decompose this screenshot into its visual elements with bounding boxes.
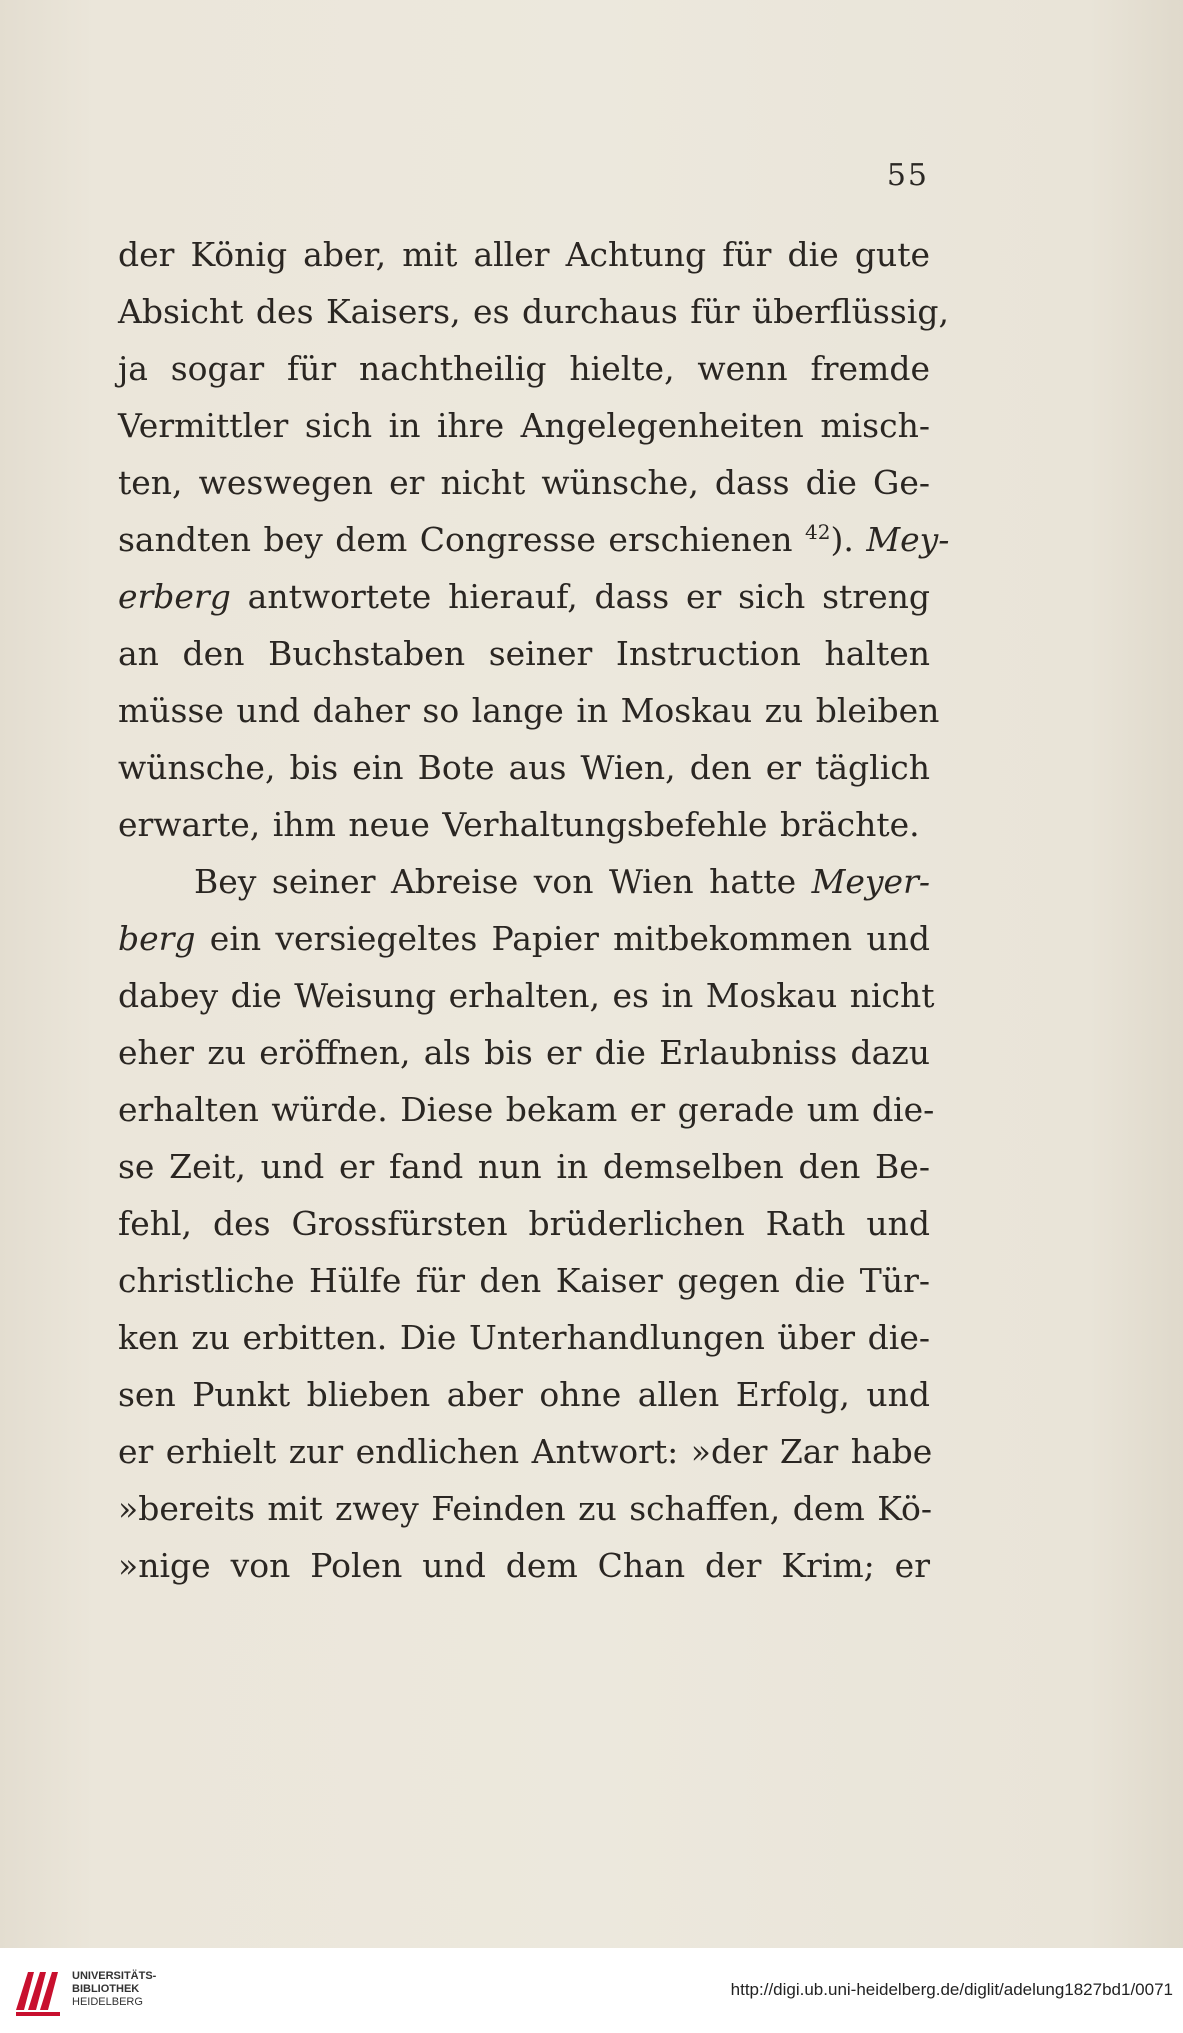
text-run: sen Punkt blieben aber ohne allen Erfolg, und (118, 1375, 930, 1414)
body-text (118, 226, 950, 1594)
text-line (118, 1024, 930, 1081)
logo-label (72, 1970, 156, 2009)
text-run: ken zu erbitten. Die Unterhandlungen über die- (118, 1318, 930, 1357)
text-line (118, 1480, 933, 1537)
logo-line-3: HEIDELBERG (72, 1996, 143, 2008)
text-run: müsse und daher so lange in Moskau zu bleiben (118, 691, 940, 730)
text-run: Bey seiner Abreise von Wien hatte (194, 862, 812, 901)
text-run: »nige von Polen und dem Chan der Krim; er (118, 1546, 930, 1585)
text-run: der König aber, mit aller Achtung für die gute (118, 235, 930, 274)
text-line (118, 910, 930, 967)
italic-name: Mey- (866, 520, 950, 559)
text-run: sandten bey dem Congresse erschienen (118, 520, 806, 559)
text-run: »bereits mit zwey Feinden zu schaffen, dem Kö- (118, 1489, 933, 1528)
text-line (118, 340, 930, 397)
text-run: Absicht des Kaisers, es durchaus für überflüssig, (118, 292, 949, 331)
text-run: dabey die Weisung erhalten, es in Moskau nicht (118, 976, 935, 1015)
logo-line-2: BIBLIOTHEK (72, 1983, 140, 1995)
text-line (118, 1081, 935, 1138)
text-line (118, 967, 935, 1024)
text-run: wünsche, bis ein Bote aus Wien, den er täglich (118, 748, 930, 787)
university-library-logo-icon[interactable] (12, 1962, 66, 2020)
text-run: fehl, des Grossfürsten brüderlichen Rath und (118, 1204, 930, 1243)
text-line (118, 568, 930, 625)
text-line (118, 1309, 930, 1366)
text-run: se Zeit, und er fand nun in demselben den Be- (118, 1147, 930, 1186)
text-run: ). (830, 520, 867, 559)
text-line (118, 1366, 930, 1423)
text-line (118, 682, 940, 739)
text-run: erhalten würde. Diese bekam er gerade um die- (118, 1090, 935, 1129)
source-url-link[interactable]: http://digi.ub.uni-heidelberg.de/diglit/adelung1827bd1/0071 (730, 1980, 1173, 1999)
text-run: ein versiegeltes Papier mitbekommen und (195, 919, 930, 958)
text-run: ja sogar für nachtheilig hielte, wenn fremde (118, 349, 930, 388)
logo-line-1: UNIVERSITÄTS- (72, 1970, 157, 1982)
text-line (118, 853, 930, 910)
text-line (118, 397, 930, 454)
text-line (118, 1195, 930, 1252)
text-line (118, 511, 950, 568)
text-run: erwarte, ihm neue Verhaltungsbefehle brächte. (118, 805, 920, 844)
italic-name: erberg (118, 577, 231, 616)
italic-name: Meyer- (811, 862, 930, 901)
text-line (118, 226, 930, 283)
text-line (118, 625, 930, 682)
text-line (118, 1252, 930, 1309)
text-run: antwortete hierauf, dass er sich streng (230, 577, 930, 616)
text-run: eher zu eröffnen, als bis er die Erlaubniss dazu (118, 1033, 930, 1072)
text-line (118, 1138, 930, 1195)
text-line (118, 1423, 933, 1480)
text-line (118, 454, 930, 511)
text-line (118, 796, 930, 853)
text-run: ten, weswegen er nicht wünsche, dass die Ge- (118, 463, 930, 502)
page-number: 55 (886, 158, 929, 193)
text-line (118, 1537, 930, 1594)
footer-bar (0, 1948, 1183, 2033)
text-line (118, 739, 930, 796)
text-run: an den Buchstaben seiner Instruction halten (118, 634, 930, 673)
footnote-marker: 42 (805, 520, 831, 544)
text-run: christliche Hülfe für den Kaiser gegen die Tür- (118, 1261, 930, 1300)
text-run: er erhielt zur endlichen Antwort: »der Zar habe (118, 1432, 933, 1471)
text-run: Vermittler sich in ihre Angelegenheiten misch- (118, 406, 930, 445)
text-line (118, 283, 949, 340)
italic-name: berg (118, 919, 196, 958)
